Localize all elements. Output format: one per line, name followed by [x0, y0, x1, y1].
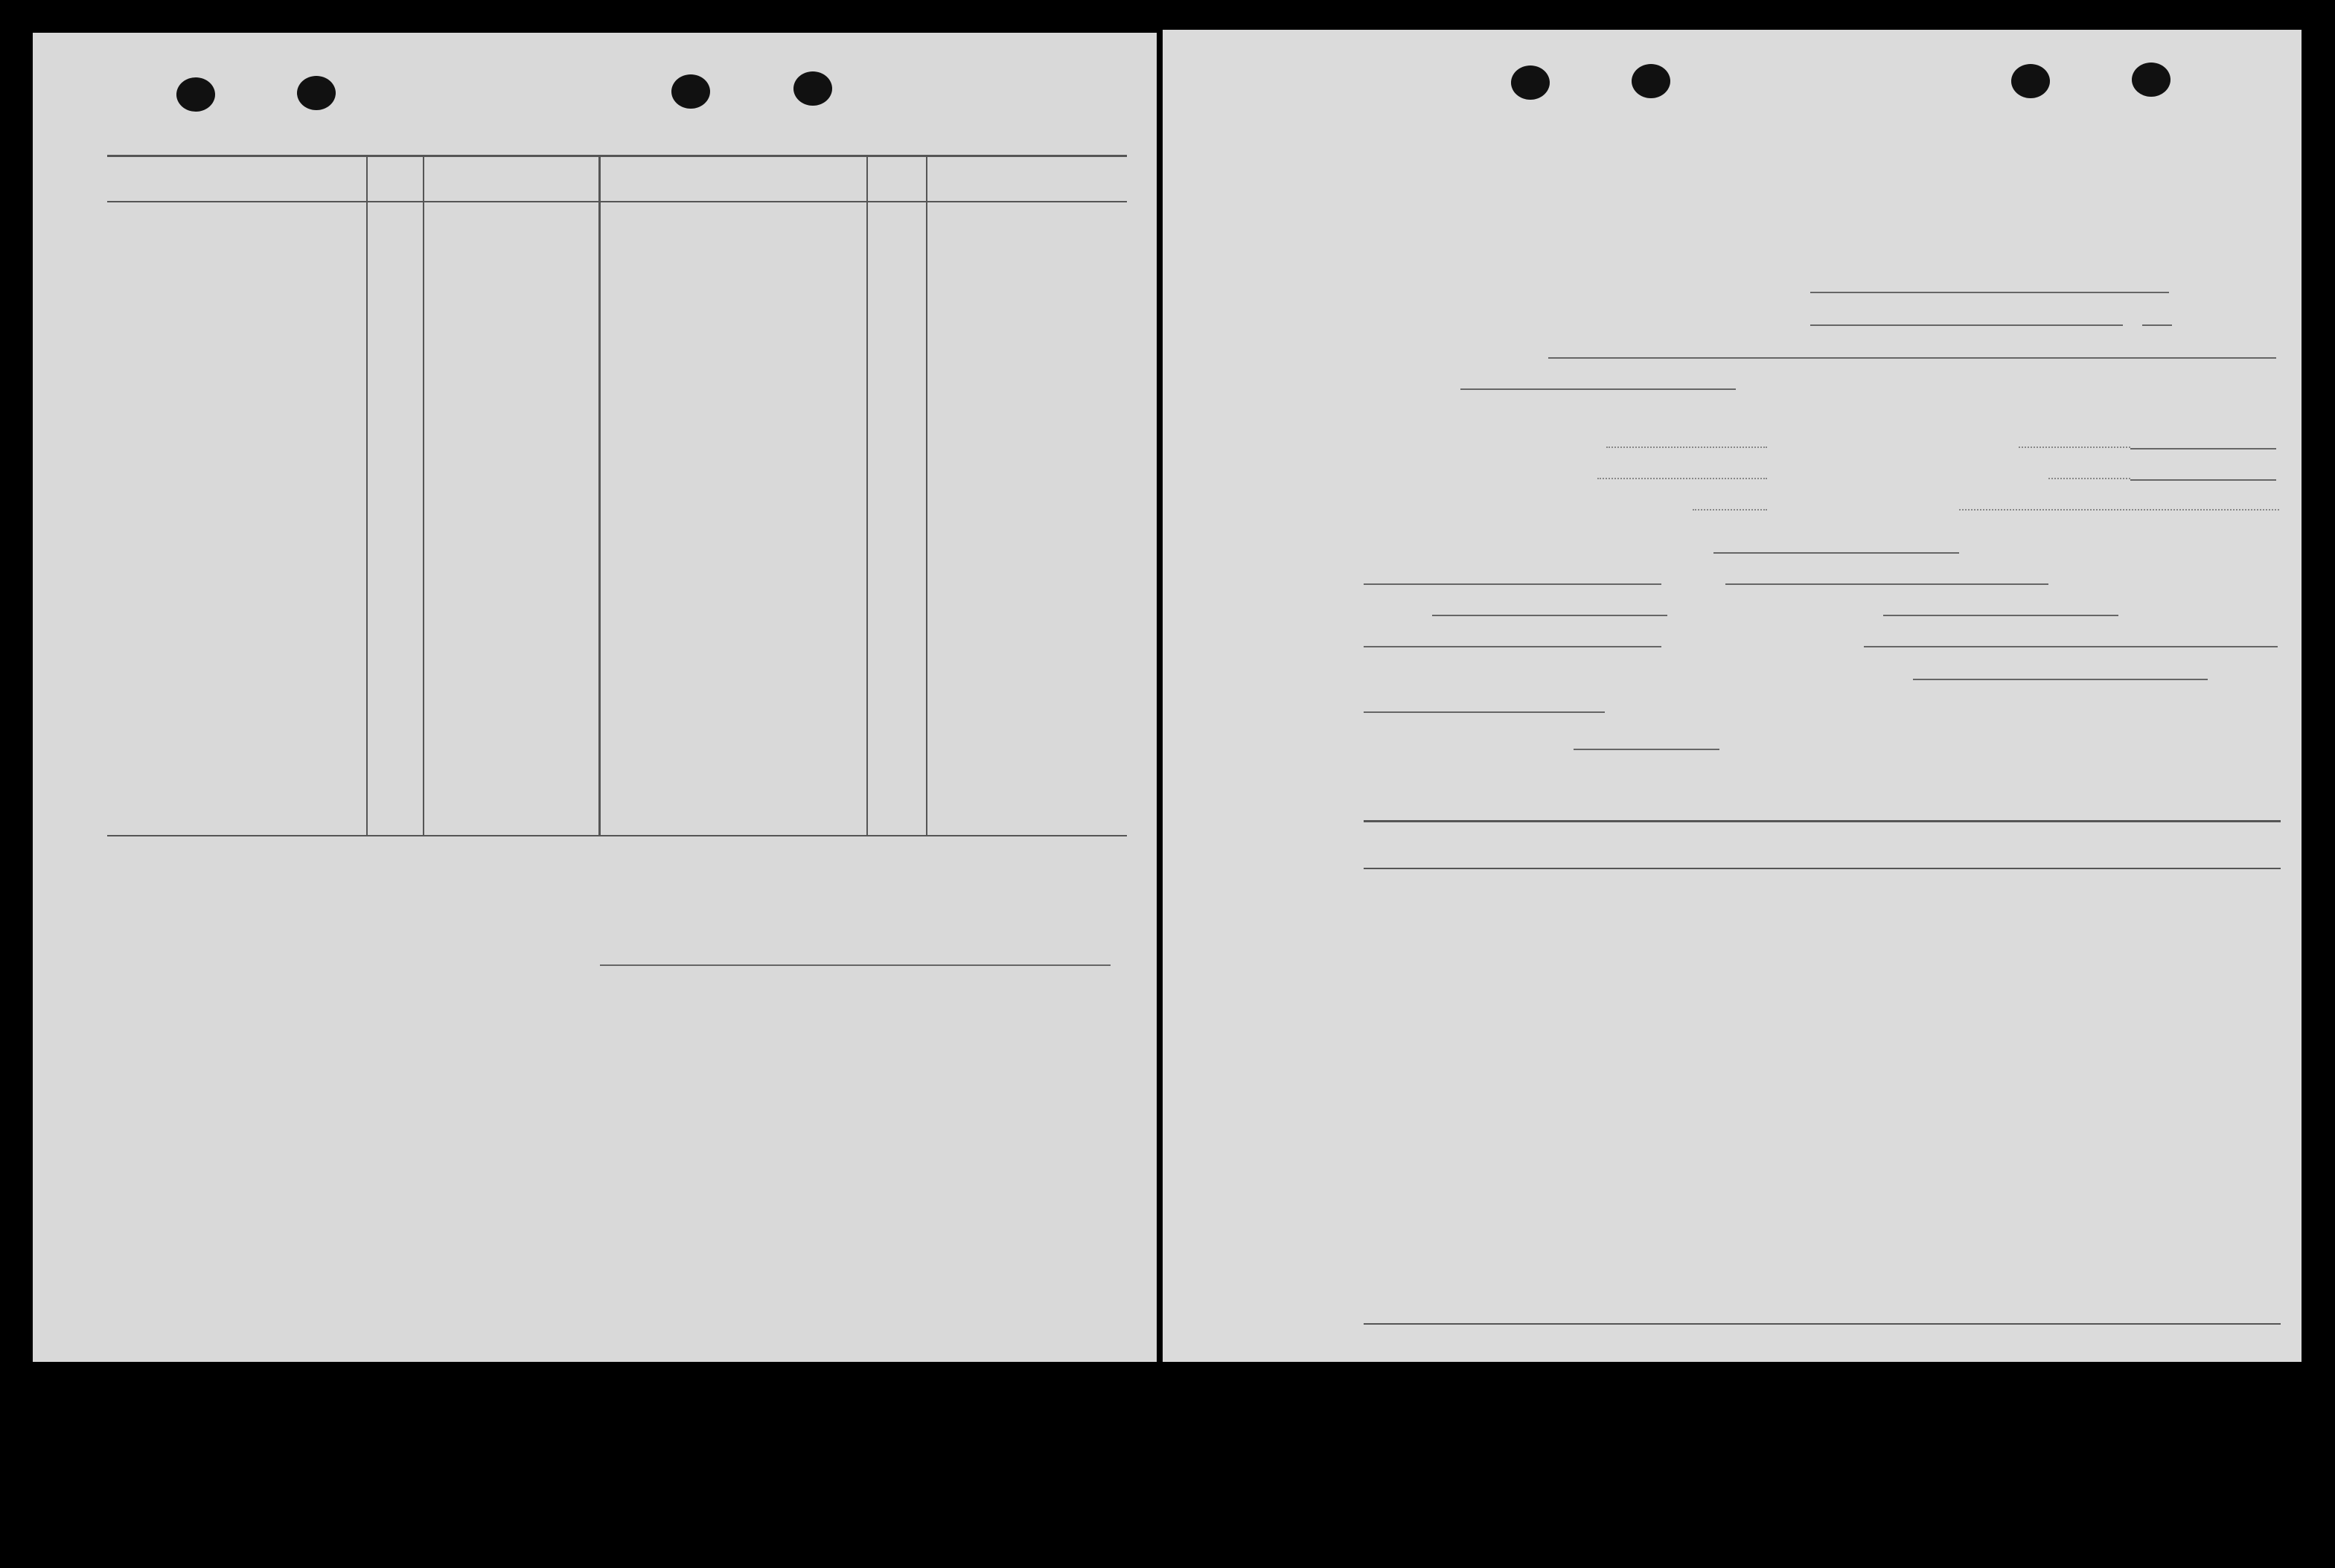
- left-page: [33, 33, 1157, 1362]
- punch-hole: [2011, 64, 2050, 98]
- punch-hole: [2132, 63, 2171, 97]
- punch-hole: [176, 77, 215, 112]
- punch-hole: [297, 76, 336, 110]
- right-page: [1163, 30, 2302, 1362]
- punch-hole: [1511, 65, 1550, 100]
- punch-hole: [1632, 64, 1670, 98]
- punch-hole: [671, 74, 710, 109]
- punch-hole: [793, 71, 832, 106]
